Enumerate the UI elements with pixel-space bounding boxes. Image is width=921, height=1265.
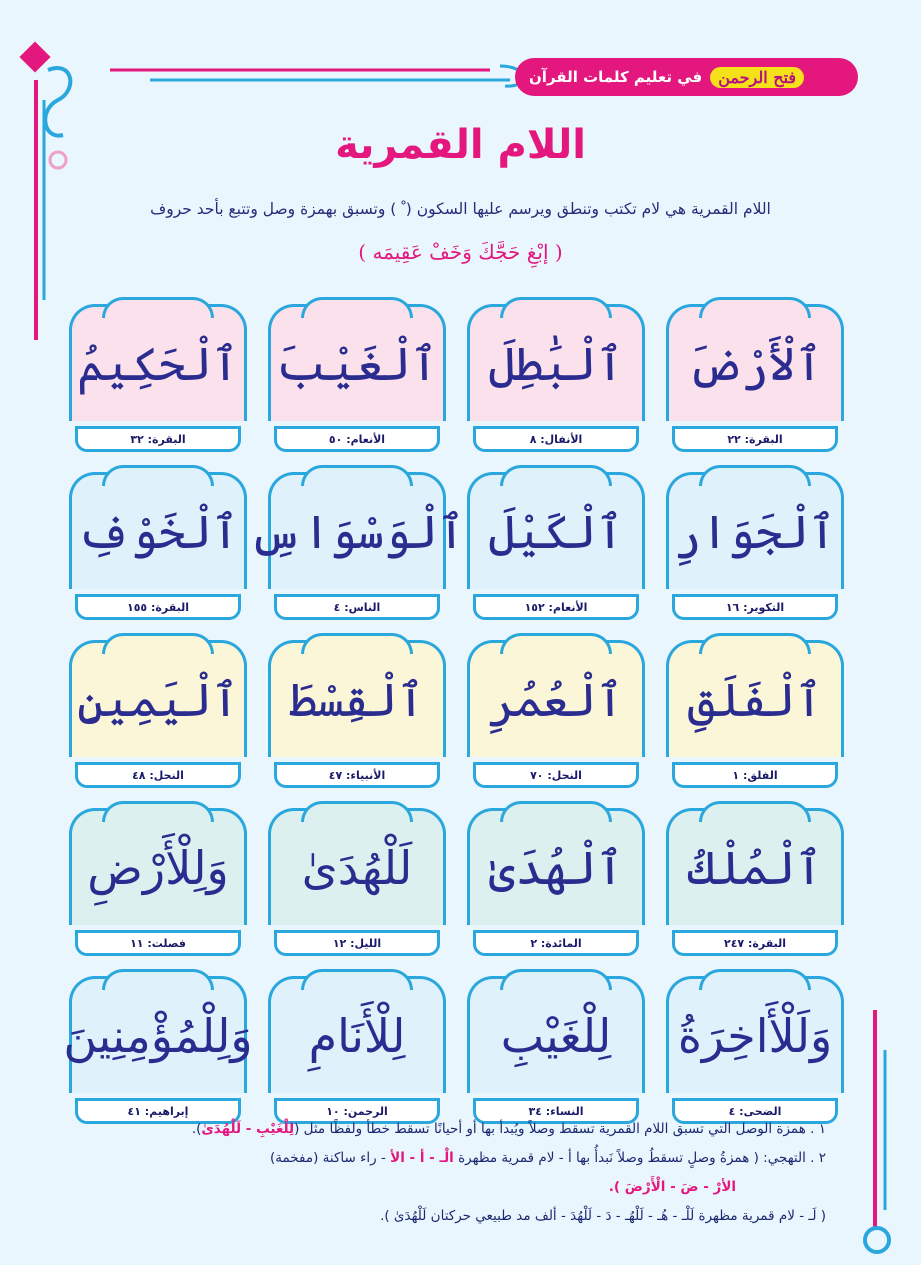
word-card [268,640,446,788]
note-1-end: ). [191,1121,202,1137]
word-card [666,976,844,1124]
word-card-face [69,472,247,589]
header-bar [515,58,858,96]
ornament-frame-right [855,1010,895,1260]
word-card-face [666,472,844,589]
word-card-face [268,640,446,757]
word-card-face [268,304,446,421]
word-card-face [467,976,645,1093]
verse-reference: النحل: ٧٠ [473,762,639,788]
quran-word: ٱلْكَيْلَ [488,505,624,559]
header-subtitle: في تعليم كلمات القرآن [529,68,703,86]
word-card [666,808,844,956]
quran-word: ٱلْفَلَقِ [687,673,823,727]
quran-word: لَلْهُدَىٰ [301,841,413,895]
word-card [69,640,247,788]
quran-word: لِلْأَنَامِ [308,1009,406,1063]
intro-letters: ( إبْغِ حَجَّكَ وَخَفْ عَقِيمَه ) [358,240,563,264]
word-card-face [268,976,446,1093]
word-card-face [69,640,247,757]
word-card [69,304,247,452]
verse-reference: الأنعام: ٥٠ [274,426,440,452]
word-card-face [467,304,645,421]
verse-reference: البقرة: ٢٢ [672,426,838,452]
word-card [249,472,465,620]
verse-reference: الليل: ١٢ [274,930,440,956]
verse-reference: الرحمن: ١٠ [274,1098,440,1124]
word-card-face [666,976,844,1093]
verse-reference: إبراهيم: ٤١ [75,1098,241,1124]
verse-reference: الفلق: ١ [672,762,838,788]
word-card-face [63,976,253,1093]
note-1-example: لِلْغَيْبِ - لَلْهُدَىٰ [201,1121,295,1137]
note-4 [50,1202,826,1231]
notes [50,1115,826,1231]
word-card [467,304,645,452]
note-2 [50,1144,826,1173]
verse-reference: الأنفال: ٨ [473,426,639,452]
verse-reference: الأنعام: ١٥٢ [473,594,639,620]
ornament-header-lines [110,58,530,94]
quran-word: ٱلْأَرْضَ [687,337,823,391]
word-card-face [467,640,645,757]
quran-word: ٱلْيَمِينِ [77,673,239,727]
note-3-text: الأرْ - ضَ - الْأَرْضَ ). [608,1179,736,1195]
quran-word: ٱلْغَيْبَ [276,337,438,391]
word-card [666,472,844,620]
quran-word: ٱلْهُدَىٰ [488,841,624,895]
quran-word: وَلِلْأَرْضِ [87,841,229,895]
word-card-face [69,808,247,925]
word-card [666,304,844,452]
quran-word: ٱلْحَكِيمُ [77,337,239,391]
quran-word: وَلَلْأَاخِرَةُ [677,1009,833,1063]
note-1-text: ١ . همزة الوصل التي تسبق اللام القمرية تسقط وصلاً ويُبدأ بها أو أحيانًا تسقط خطأ ولفظًا مثل ( [294,1121,826,1137]
word-card [268,304,446,452]
verse-reference: البقرة: ٣٢ [75,426,241,452]
note-2-end: - راء ساكنة (مفخمة) [269,1150,386,1166]
quran-word: ٱلْوَسْوَاسِ [249,505,465,559]
note-3 [50,1173,826,1202]
page-title: اللام القمرية [335,122,586,168]
word-card-face [666,640,844,757]
word-grid [63,304,844,1124]
ornament-frame-left [18,40,78,340]
verse-reference: الناس: ٤ [274,594,440,620]
word-card [467,976,645,1124]
quran-word: ٱلْجَوَارِ [674,505,836,559]
intro-text: اللام القمرية هي لام تكتب وتنطق ويرسم عليها السكون ( ْ ) وتسبق بهمزة وصل وتتبع بأحد حروف [150,200,771,218]
word-card [666,640,844,788]
brand-logo: فتح الرحمن [710,67,804,88]
word-card [268,808,446,956]
word-card-face [69,304,247,421]
word-card [268,976,446,1124]
quran-word: لِلْغَيْبِ [500,1009,612,1063]
quran-word: ٱلْعُمُرِ [488,673,624,727]
note-2-text: ٢ . التهجي: ( همزةُ وصلٍ تسقطُ وصلاً نَبدأُ بها أ - لام قمرية مظهرة [458,1150,826,1166]
word-card [69,472,247,620]
quran-word: ٱلْقِسْطَ [289,673,425,727]
verse-reference: التكوير: ١٦ [672,594,838,620]
word-card [467,808,645,956]
verse-reference: الضحى: ٤ [672,1098,838,1124]
quran-word: ٱلْمُلْكُ [687,841,823,895]
quran-word: ٱلْبَٰطِلَ [488,337,624,391]
word-card [467,640,645,788]
word-card-face [467,472,645,589]
word-card [467,472,645,620]
quran-word: ٱلْخَوْفِ [77,505,239,559]
word-card [63,976,253,1124]
verse-reference: الأنبياء: ٤٧ [274,762,440,788]
note-2-example: الْـ - أ - الأ [390,1150,454,1166]
word-card-face [666,304,844,421]
verse-reference: النساء: ٣٤ [473,1098,639,1124]
verse-reference: النحل: ٤٨ [75,762,241,788]
word-card-face [467,808,645,925]
word-card-face [268,808,446,925]
word-card-face [249,472,465,589]
note-4-text: ( لَـ - لام قمرية مظهرة لَلْـ - هُـ - لَلْهُـ - دَ - لَلْهُدَ - ألف مد طبيعي حركتان لَلْهُدَىٰ ). [380,1208,826,1224]
verse-reference: البقرة: ٢٤٧ [672,930,838,956]
verse-reference: المائدة: ٢ [473,930,639,956]
verse-reference: فصلت: ١١ [75,930,241,956]
quran-word: وَلِلْمُؤْمِنِينَ [63,1009,253,1063]
word-card-face [666,808,844,925]
note-1 [50,1115,826,1144]
word-card [69,808,247,956]
verse-reference: البقرة: ١٥٥ [75,594,241,620]
